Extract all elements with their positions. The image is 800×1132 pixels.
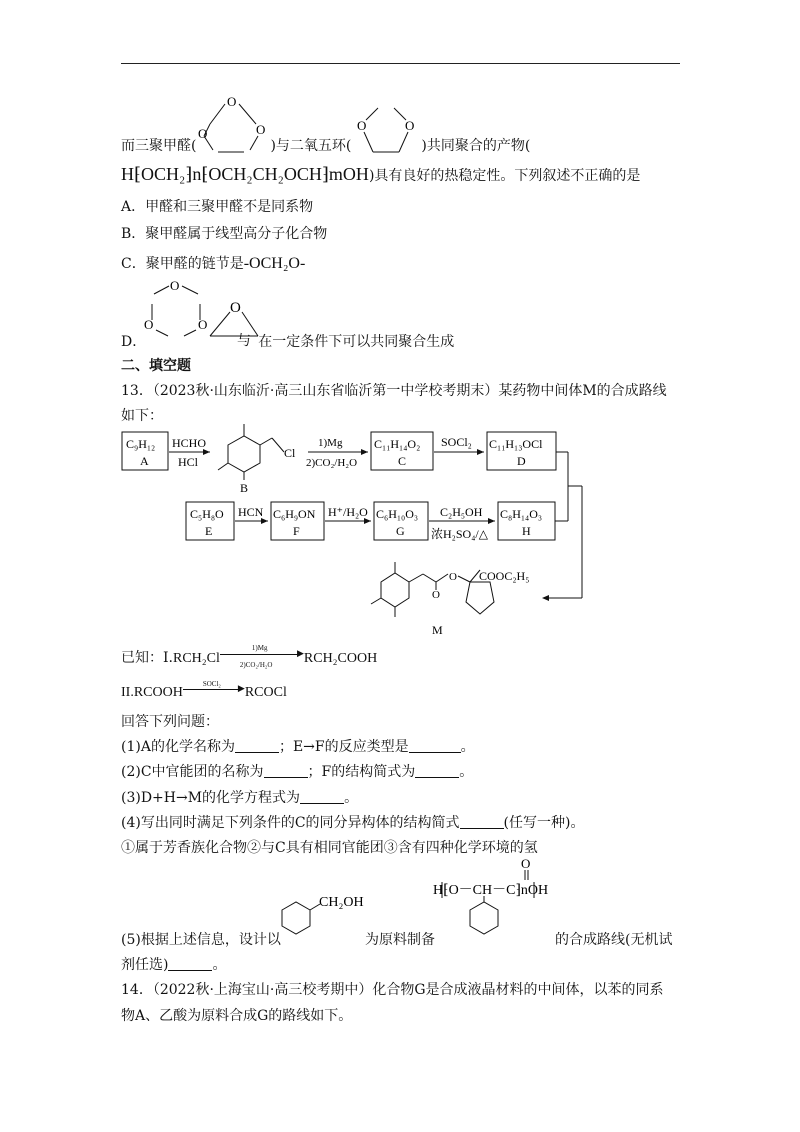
reagent-ethanol: C₂H₅OH [440, 505, 483, 519]
reagent-co2: 2)CO₂/H₂O [306, 457, 358, 469]
reagent-hcho: HCHO [172, 436, 207, 450]
q12-option-b-text: B．聚甲醛属于线型高分子化合物 [121, 226, 328, 242]
q12-intro-a: 而三聚甲醛( [121, 138, 197, 154]
q14-line-1-text: 14．（2022秋·上海宝山·高三校考期中）化合物G是合成液晶材料的中间体，以苯的同系 [121, 982, 664, 998]
part-5-line-1 [121, 930, 281, 950]
q12-tail: )具有良好的热稳定性。下列叙述不正确的是 [368, 168, 641, 184]
b-chlorine: Cl [284, 446, 296, 460]
m-ester-group: COOC₂H₅ [479, 569, 530, 583]
m-label: M [432, 623, 443, 637]
repeat-unit-formula: -OCH₂O- [243, 255, 306, 272]
part-2-b: ；F的结构简式为 [307, 764, 416, 780]
polymer-formula: H⁅OCH₂⁆n⁅OCH₂CH₂OCH⁆mOH [121, 164, 369, 184]
section-heading-text: 二、填空题 [121, 358, 191, 374]
q12-option-d-mid-text: 与 [237, 333, 251, 349]
part-5-b: 为原料制备 [365, 932, 435, 948]
q14-line-1 [121, 980, 664, 1000]
part-1-b: ；E→F的反应类型是 [278, 739, 409, 755]
box-f-formula: C₆H₉ON [273, 507, 316, 521]
product-formula: H⁅O－CH－C⁆nOH [433, 883, 549, 898]
svg-text:O: O [170, 278, 180, 293]
part-5-c: 的合成路线(无机试 [555, 932, 673, 948]
q12-option-d-suffix: 在一定条件下可以共同聚合生成 [258, 334, 455, 350]
part-5-line-1c [555, 930, 672, 950]
svg-text:O: O [230, 300, 242, 316]
product-ring [470, 902, 498, 934]
part-5-d: 剂任选) [121, 957, 169, 973]
part-1-c: 。 [460, 739, 475, 755]
box-h-label: H [522, 524, 531, 538]
m-ester-oxygen: O [449, 571, 457, 583]
q12-option-a-text: A．甲醛和三聚甲醛不是同系物 [121, 199, 314, 215]
part-5-line-2 [121, 955, 226, 975]
box-a-label: A [140, 454, 149, 468]
box-a-formula: C₉H₁₂ [126, 437, 156, 451]
svg-text:O: O [144, 317, 154, 332]
known1-arrowhead: ▶ [296, 649, 304, 659]
box-h-formula: C₈H₁₄O₃ [500, 507, 543, 521]
reagent-socl2: SOCl₂ [441, 435, 472, 449]
known1-product: RCH₂COOH [303, 651, 378, 666]
part-2-c: 。 [459, 764, 474, 780]
svg-text:O: O [198, 126, 208, 141]
part-5-a: (5)根据上述信息，设计以 [121, 932, 281, 948]
m-carbonyl-oxygen: O [432, 589, 440, 601]
q14-line-2-text: 物A、乙酸为原料合成G的路线如下。 [121, 1008, 353, 1024]
box-g-formula: C₆H₁₀O₃ [376, 507, 419, 521]
box-c-label: C [398, 454, 407, 468]
part-4-b: (任写一种)。 [503, 815, 585, 831]
known2-arrowhead: ▶ [237, 684, 245, 694]
part-5-line-1b [365, 930, 435, 950]
svg-text:O: O [405, 118, 415, 133]
part-5-e: 。 [212, 957, 227, 973]
known2-reactant: RCOOH [133, 685, 183, 700]
reagent-hcn: HCN [238, 505, 264, 519]
b-label: B [240, 481, 249, 495]
part-2-a: (2)C中官能团的名称为 [121, 764, 264, 780]
q13-stem-2-text: 如下： [121, 408, 163, 424]
benzyl-alcohol-ring [282, 902, 310, 934]
part-3-a: (3)D+H→M的化学方程式为 [121, 790, 301, 806]
box-d-label: D [517, 454, 526, 468]
box-g-label: G [396, 524, 405, 538]
part-4-conditions-text: ①属于芳香族化合物②与C具有相同官能团③含有四种化学环境的氢 [121, 840, 538, 856]
known1-reactant: RCH₂Cl [172, 651, 220, 666]
known2-prefix: II. [121, 685, 134, 700]
svg-text:O: O [256, 122, 266, 137]
answer-intro-text: 回答下列问题： [121, 714, 219, 730]
reagent-sulfuric: 浓H₂SO₄/△ [431, 527, 488, 541]
part-3-b: 。 [344, 790, 359, 806]
svg-text:O: O [357, 118, 367, 133]
q14-line-2 [121, 1006, 352, 1026]
product-carbonyl-oxygen: O [521, 856, 531, 871]
known2-product: RCOCl [244, 685, 287, 700]
box-d-formula: C₁₁H₁₃OCl [489, 437, 543, 451]
box-c-formula: C₁₁H₁₄O₂ [374, 437, 421, 451]
box-e-label: E [205, 524, 213, 538]
blank-5[interactable] [168, 956, 212, 971]
known2-arrow-top: SOCl₂ [202, 680, 221, 688]
known1-arrow-top: 1)Mg [251, 644, 268, 652]
box-e-formula: C₅H₈O [190, 507, 224, 521]
q12-option-c-text: C．聚甲醛的链节是 [121, 256, 244, 272]
reagent-mg: 1)Mg [318, 437, 343, 449]
svg-text:O: O [198, 317, 208, 332]
q12-intro-c: )共同聚合的产物( [421, 138, 531, 154]
q12-intro-b: )与二氧五环( [270, 138, 352, 154]
reagent-h-plus: H⁺/H₂O [328, 505, 368, 519]
known-prefix: 已知：I. [121, 650, 173, 666]
q12-option-d-label: D． [121, 334, 147, 350]
q13-stem-1-text: 13．（2023秋·山东临沂·高三山东省临沂第一中学校考期末）某药物中间体M的合成路线 [121, 383, 667, 399]
reagent-hcl: HCl [178, 455, 199, 469]
svg-text:O: O [227, 94, 237, 109]
part-1-a: (1)A的化学名称为 [121, 739, 235, 755]
known1-arrow-bottom: 2)CO₂/H₂O [239, 661, 273, 669]
part-4-a: (4)写出同时满足下列条件的C的同分异构体的结构简式 [121, 815, 460, 831]
box-f-label: F [293, 524, 300, 538]
benzyl-alcohol-group: CH₂OH [319, 895, 364, 910]
